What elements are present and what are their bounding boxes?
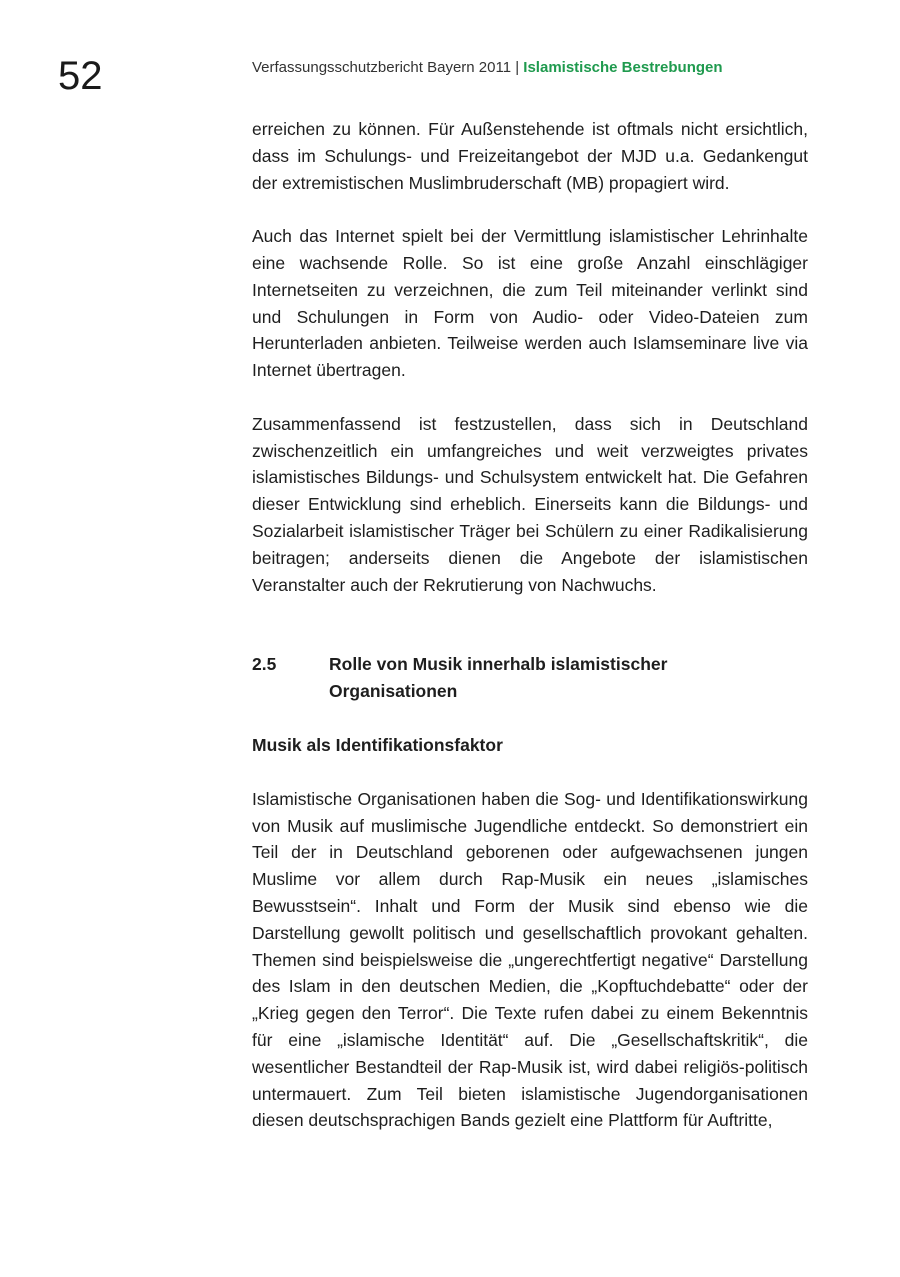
section-heading-title: Rolle von Musik innerhalb islamistischer Organisationen xyxy=(329,654,668,702)
section-number: 2.5 xyxy=(252,654,277,675)
page-body xyxy=(252,116,808,1134)
page-number: 52 xyxy=(58,54,103,98)
body-paragraph: Islamistische Organisationen haben die Sog- und Identifikationswirkung von Musik auf muslimische Jugendliche entdeckt. So demonstriert ein Teil der in Deutschland geborenen oder aufgewachsenen jungen Muslime vor allem durch Rap-Musik ein neues „islamisches Bewusstsein“. Inhalt und Form der Musik sind ebenso wie die Darstellung gewollt politisch und gesellschaftlich provokant gehalten. Themen sind beispielsweise die „ungerechtfertigt negative“ Darstellung des Islam in den deutschen Medien, die „Kopftuchdebatte“ oder der „Krieg gegen den Terror“. Die Texte rufen dabei zu einem Bekenntnis für eine „islamische Identität“ auf. Die „Gesellschaftskritik“, die wesentlicher Bestandteil der Rap-Musik ist, wird dabei religiös-politisch untermauert. Zum Teil bieten islamistische Jugendorganisationen diesen deutschsprachigen Bands gezielt eine Plattform für Auftritte, xyxy=(252,788,808,1131)
section-title: Islamistische Bestrebungen xyxy=(523,59,723,76)
body-paragraph: Zusammenfassend ist festzustellen, dass sich in Deutschland zwischenzeitlich ein umfangreiches und weit verzweigtes privates islamistisches Bildungs- und Schulsystem entwickelt hat. Die Gefahren dieser Entwicklung sind erheblich. Einerseits kann die Bildungs- und Sozialarbeit islamistischer Träger bei Schülern zu einer Radikalisierung beitragen; anderseits dienen die Angebote der islamistischen Veranstalter auch der Rekrutierung von Nachwuchs. xyxy=(252,413,808,595)
report-title: Verfassungsschutzbericht Bayern 2011 xyxy=(252,59,512,76)
body-paragraph: erreichen zu können. Für Außenstehende ist oftmals nicht ersichtlich, dass im Schulungs- und Freizeitangebot der MJD u.a. Gedankengut der extremistischen Muslimbruderschaft (MB) propagiert wird. xyxy=(252,119,808,193)
body-paragraph: Auch das Internet spielt bei der Vermittlung islamistischer Lehrinhalte eine wachsende Rolle. So ist eine große Anzahl einschlägiger Internetseiten zu verzeichnen, die zum Teil miteinander verlinkt sind und Schulungen in Form von Audio- oder Video-Dateien zum Herunterladen anbieten. Teilweise werden auch Islamseminare live via Internet übertragen. xyxy=(252,226,808,381)
header-separator: | xyxy=(515,59,520,76)
running-header xyxy=(252,58,812,78)
subheading: Musik als Identifikationsfaktor xyxy=(252,734,503,755)
section-heading xyxy=(252,651,808,705)
